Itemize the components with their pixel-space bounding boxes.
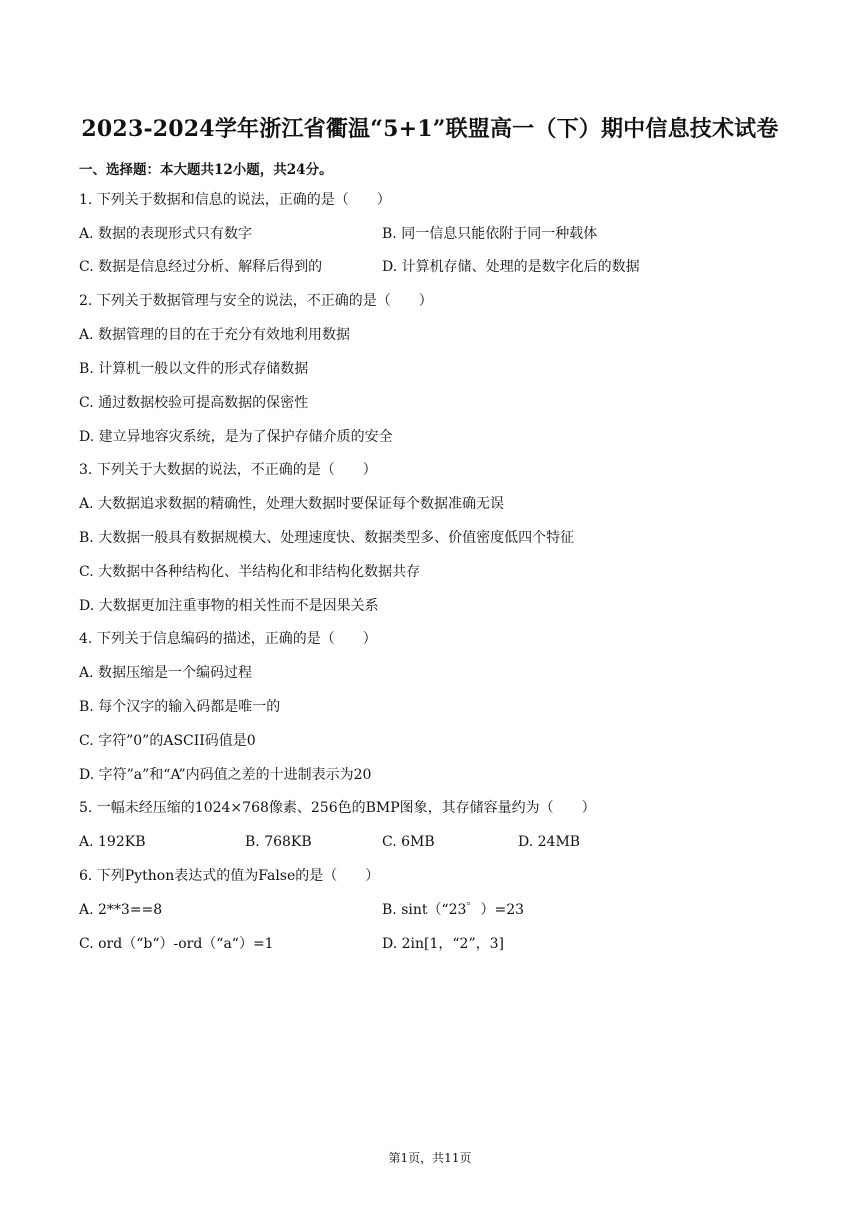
question-5-option-b: B. 768KB: [245, 834, 312, 850]
question-3-stem: 3. 下列关于大数据的说法，不正确的是（ ）: [79, 462, 377, 478]
question-5-stem: 5. 一幅未经压缩的1024×768像素、256色的BMP图象，其存储容量约为（ ）: [79, 800, 596, 816]
question-2-option-c: C. 通过数据校验可提高数据的保密性: [79, 395, 309, 411]
question-4-option-a: A. 数据压缩是一个编码过程: [79, 665, 253, 681]
question-1-option-b: B. 同一信息只能依附于同一种载体: [382, 226, 598, 242]
section-heading: 一、选择题：本大题共12小题，共24分。: [79, 162, 333, 178]
question-1-option-a: A. 数据的表现形式只有数字: [79, 226, 253, 242]
question-2-option-b: B. 计算机一般以文件的形式存储数据: [79, 361, 309, 377]
exam-title: 2023-2024学年浙江省衢温“5+1”联盟高一（下）期中信息技术试卷: [81, 116, 779, 142]
question-4-option-d: D. 字符”a”和“A”内码值之差的十进制表示为20: [79, 767, 372, 783]
question-2-option-d: D. 建立异地容灾系统，是为了保护存储介质的安全: [79, 429, 393, 445]
question-5-option-c: C. 6MB: [382, 834, 435, 850]
question-1-stem: 1. 下列关于数据和信息的说法，正确的是（ ）: [79, 192, 391, 208]
question-2-option-a: A. 数据管理的目的在于充分有效地利用数据: [79, 327, 351, 343]
question-5-option-d: D. 24MB: [518, 834, 581, 850]
question-2-stem: 2. 下列关于数据管理与安全的说法，不正确的是（ ）: [79, 293, 433, 309]
page-footer: 第1页，共11页: [388, 1151, 472, 1165]
question-4-option-b: B. 每个汉字的输入码都是唯一的: [79, 699, 281, 715]
question-6-option-b: B. sint（“23゜）=23: [382, 902, 525, 918]
question-6-option-a: A. 2**3==8: [79, 902, 163, 918]
question-6-option-c: C. ord（“b“）-ord（“a“）=1: [79, 936, 274, 952]
question-3-option-b: B. 大数据一般具有数据规模大、处理速度快、数据类型多、价值密度低四个特征: [79, 530, 575, 546]
question-5-option-a: A. 192KB: [79, 834, 146, 850]
question-4-stem: 4. 下列关于信息编码的描述，正确的是（ ）: [79, 631, 377, 647]
question-3-option-d: D. 大数据更加注重事物的相关性而不是因果关系: [79, 598, 379, 614]
question-6-option-d: D. 2in[1，“2”，3]: [382, 936, 504, 952]
question-6-stem: 6. 下列Python表达式的值为False的是（ ）: [79, 868, 380, 884]
question-1-option-d: D. 计算机存储、处理的是数字化后的数据: [382, 259, 640, 275]
question-3-option-a: A. 大数据追求数据的精确性，处理大数据时要保证每个数据准确无误: [79, 496, 505, 512]
question-1-option-c: C. 数据是信息经过分析、解释后得到的: [79, 259, 323, 275]
question-3-option-c: C. 大数据中各种结构化、半结构化和非结构化数据共存: [79, 564, 421, 580]
question-4-option-c: C. 字符”0”的ASCII码值是0: [79, 733, 256, 749]
